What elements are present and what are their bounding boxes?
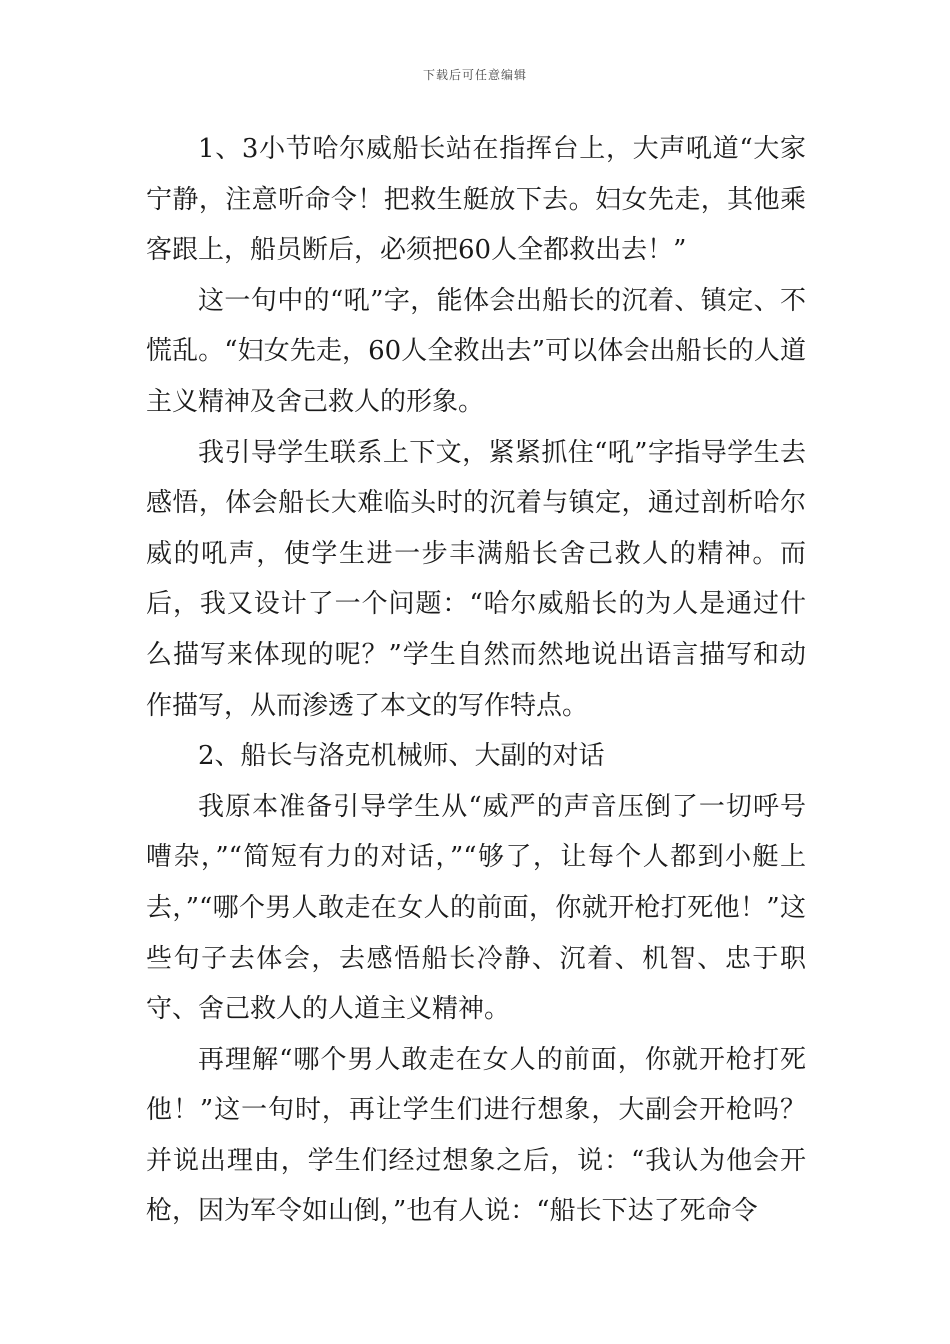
paragraph-section-2-heading: 2、船长与洛克机械师、大副的对话 (198, 741, 605, 772)
paragraph-imagination: 再理解“哪个男人敢走在女人的前面，你就开枪打死他！”这一句时，再让学生们进行想象，大副会开枪吗？并说出理由，学生们经过想象之后，说：“我认为他会开枪，因为军令如山倒，”也有人说：“船长下达了死命令 (146, 1044, 806, 1227)
page-header-note: 下载后可任意编辑 (422, 68, 527, 82)
document-body (146, 124, 806, 1237)
paragraph-dialogue-plan: 我原本准备引导学生从“威严的声音压倒了一切呼号嘈杂，”“简短有力的对话，”“够了，让每个人都到小艇上去，”“哪个男人敢走在女人的前面，你就开枪打死他！”这些句子去体会，去感悟船长冷静、沉着、机智、忠于职守、舍己救人的人道主义精神。 (146, 791, 806, 1025)
paragraph-teaching-guidance: 我引导学生联系上下文，紧紧抓住“吼”字指导学生去感悟，体会船长大难临头时的沉着与镇定，通过剖析哈尔威的吼声，使学生进一步丰满船长舍己救人的精神。而后，我又设计了一个问题：“哈尔威船长的为人是通过什么描写来体现的呢？”学生自然而然地说出语言描写和动作描写，从而渗透了本文的写作特点。 (146, 437, 806, 721)
paragraph-section-1: 1、3小节哈尔威船长站在指挥台上，大声吼道“大家宁静，注意听命令！把救生艇放下去。妇女先走，其他乘客跟上，船员断后，必须把60人全都救出去！” (146, 134, 806, 266)
paragraph-roar-analysis: 这一句中的“吼”字，能体会出船长的沉着、镇定、不慌乱。“妇女先走，60人全救出去”可以体会出船长的人道主义精神及舍己救人的形象。 (146, 285, 806, 417)
